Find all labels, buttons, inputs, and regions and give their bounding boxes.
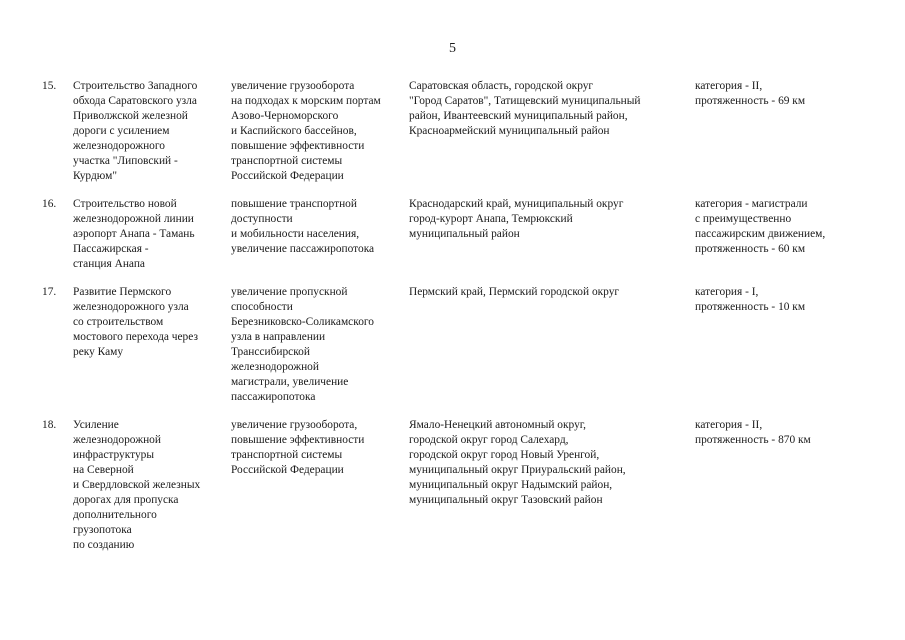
project-goal: увеличение грузооборота на подходах к морским портам Азово-Черноморского и Каспийского бассейнов, повышение эффективности транспортной системы Российской Федерации bbox=[231, 80, 381, 182]
project-goal: увеличение грузооборота, повышение эффективности транспортной системы Российской Федерации bbox=[231, 419, 365, 476]
project-params: категория - II, протяженность - 870 км bbox=[695, 419, 811, 446]
project-name: Развитие Пермского железнодорожного узла со строительством мостового перехода через реку Каму bbox=[73, 286, 198, 358]
project-location: Краснодарский край, муниципальный округ город-курорт Анапа, Темрюкский муниципальный район bbox=[409, 198, 624, 240]
project-params: категория - магистрали с преимущественно пассажирским движением, протяженность - 60 км bbox=[695, 198, 826, 255]
project-name: Усиление железнодорожной инфраструктуры на Северной и Свердловской железных дорогах для пропуска дополнительного грузопотока по созданию bbox=[73, 419, 201, 551]
project-location: Пермский край, Пермский городской округ bbox=[409, 286, 620, 298]
row-number: 17. bbox=[42, 286, 57, 298]
project-location: Ямало-Ненецкий автономный округ, городской округ город Салехард, городской округ город Новый Уренгой, муниципальный округ Приуральский район, муниципальный округ Надымский район, муниципальный округ Тазовский район bbox=[409, 419, 626, 506]
row-number: 16. bbox=[42, 198, 57, 210]
row-number: 15. bbox=[42, 80, 57, 92]
project-params: категория - II, протяженность - 69 км bbox=[695, 80, 806, 107]
project-params: категория - I, протяженность - 10 км bbox=[695, 286, 806, 313]
row-number: 18. bbox=[42, 419, 57, 431]
project-name: Строительство Западного обхода Саратовского узла Приволжской железной дороги с усилением железнодорожного участка "Липовский - Курдюм" bbox=[73, 80, 198, 182]
project-goal: увеличение пропускной способности Березниковско-Соликамского узла в направлении Транссибирской железнодорожной магистрали, увеличение пассажиропотока bbox=[231, 286, 374, 403]
page-number: 5 bbox=[449, 41, 456, 56]
project-name: Строительство новой железнодорожной линии аэропорт Анапа - Тамань Пассажирская - станция Анапа bbox=[73, 198, 195, 270]
project-location: Саратовская область, городской округ "Город Саратов", Татищевский муниципальный район, Ивантеевский муниципальный район, Красноармейский муниципальный район bbox=[409, 80, 641, 137]
project-goal: повышение транспортной доступности и мобильности населения, увеличение пассажиропотока bbox=[231, 198, 375, 255]
